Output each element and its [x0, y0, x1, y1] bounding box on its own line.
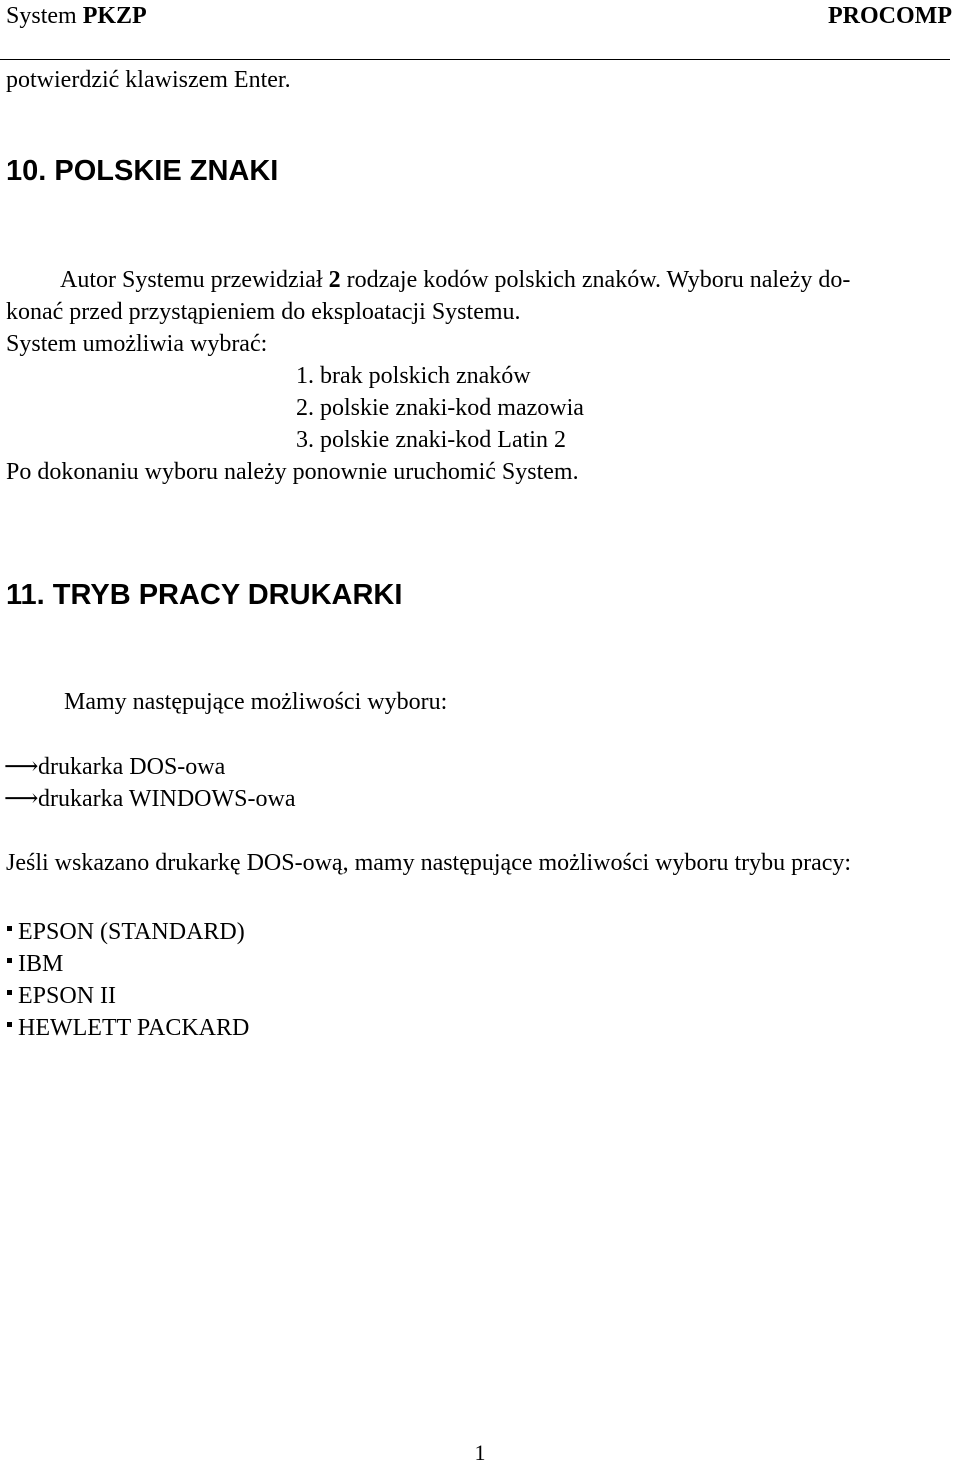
- section-10-closing: Po dokonaniu wyboru należy ponownie uruchomić System.: [6, 459, 579, 485]
- intro-line: potwierdzić klawiszem Enter.: [6, 67, 291, 93]
- header-system-label: System: [6, 3, 77, 29]
- list-item-label: IBM: [18, 951, 64, 977]
- bullet-icon: [4, 1011, 18, 1035]
- header-left: [6, 4, 147, 28]
- list-item: [4, 1011, 249, 1040]
- header-pkzp-label: PKZP: [82, 3, 147, 29]
- bullet-icon: [4, 947, 18, 971]
- arrow-right-icon: ⟶: [4, 786, 39, 812]
- dos-note: Jeśli wskazano drukarkę DOS-ową, mamy następujące możliwości wyboru trybu pracy:: [6, 850, 852, 876]
- section-10-para-line3: System umożliwia wybrać:: [6, 331, 268, 357]
- section-10-para-line2: konać przed przystąpieniem do eksploatacji Systemu.: [6, 299, 521, 325]
- option-item: 2. polskie znaki-kod mazowia: [296, 395, 584, 421]
- list-item: [4, 755, 225, 779]
- list-item-label: drukarka WINDOWS-owa: [38, 786, 296, 812]
- section-10-heading: 10. POLSKIE ZNAKI: [6, 155, 279, 187]
- list-item: [4, 947, 63, 976]
- list-item: [4, 979, 116, 1008]
- section-10-para-line1: [60, 268, 850, 292]
- section-11-intro: Mamy następujące możliwości wyboru:: [64, 689, 448, 715]
- page-number: 1: [474, 1440, 486, 1465]
- option-item: 1. brak polskich znaków: [296, 363, 531, 389]
- para-bold-count: 2: [328, 267, 341, 293]
- list-item-label: EPSON II: [18, 983, 117, 1009]
- list-item: [4, 787, 295, 811]
- bullet-icon: [4, 915, 18, 939]
- header-rule: [0, 59, 950, 60]
- option-item: 3. polskie znaki-kod Latin 2: [296, 427, 566, 453]
- arrow-right-icon: ⟶: [4, 754, 39, 780]
- list-item-label: EPSON (STANDARD): [18, 919, 245, 945]
- list-item-label: HEWLETT PACKARD: [18, 1015, 250, 1041]
- header-right: PROCOMP: [828, 3, 952, 29]
- list-item: [4, 915, 245, 944]
- section-11-heading: 11. TRYB PRACY DRUKARKI: [6, 579, 403, 611]
- para-text-a: Autor Systemu przewidział: [60, 267, 329, 293]
- bullet-icon: [4, 979, 18, 1003]
- list-item-label: drukarka DOS-owa: [38, 754, 226, 780]
- para-text-b: rodzaje kodów polskich znaków. Wyboru należy do-: [340, 267, 851, 293]
